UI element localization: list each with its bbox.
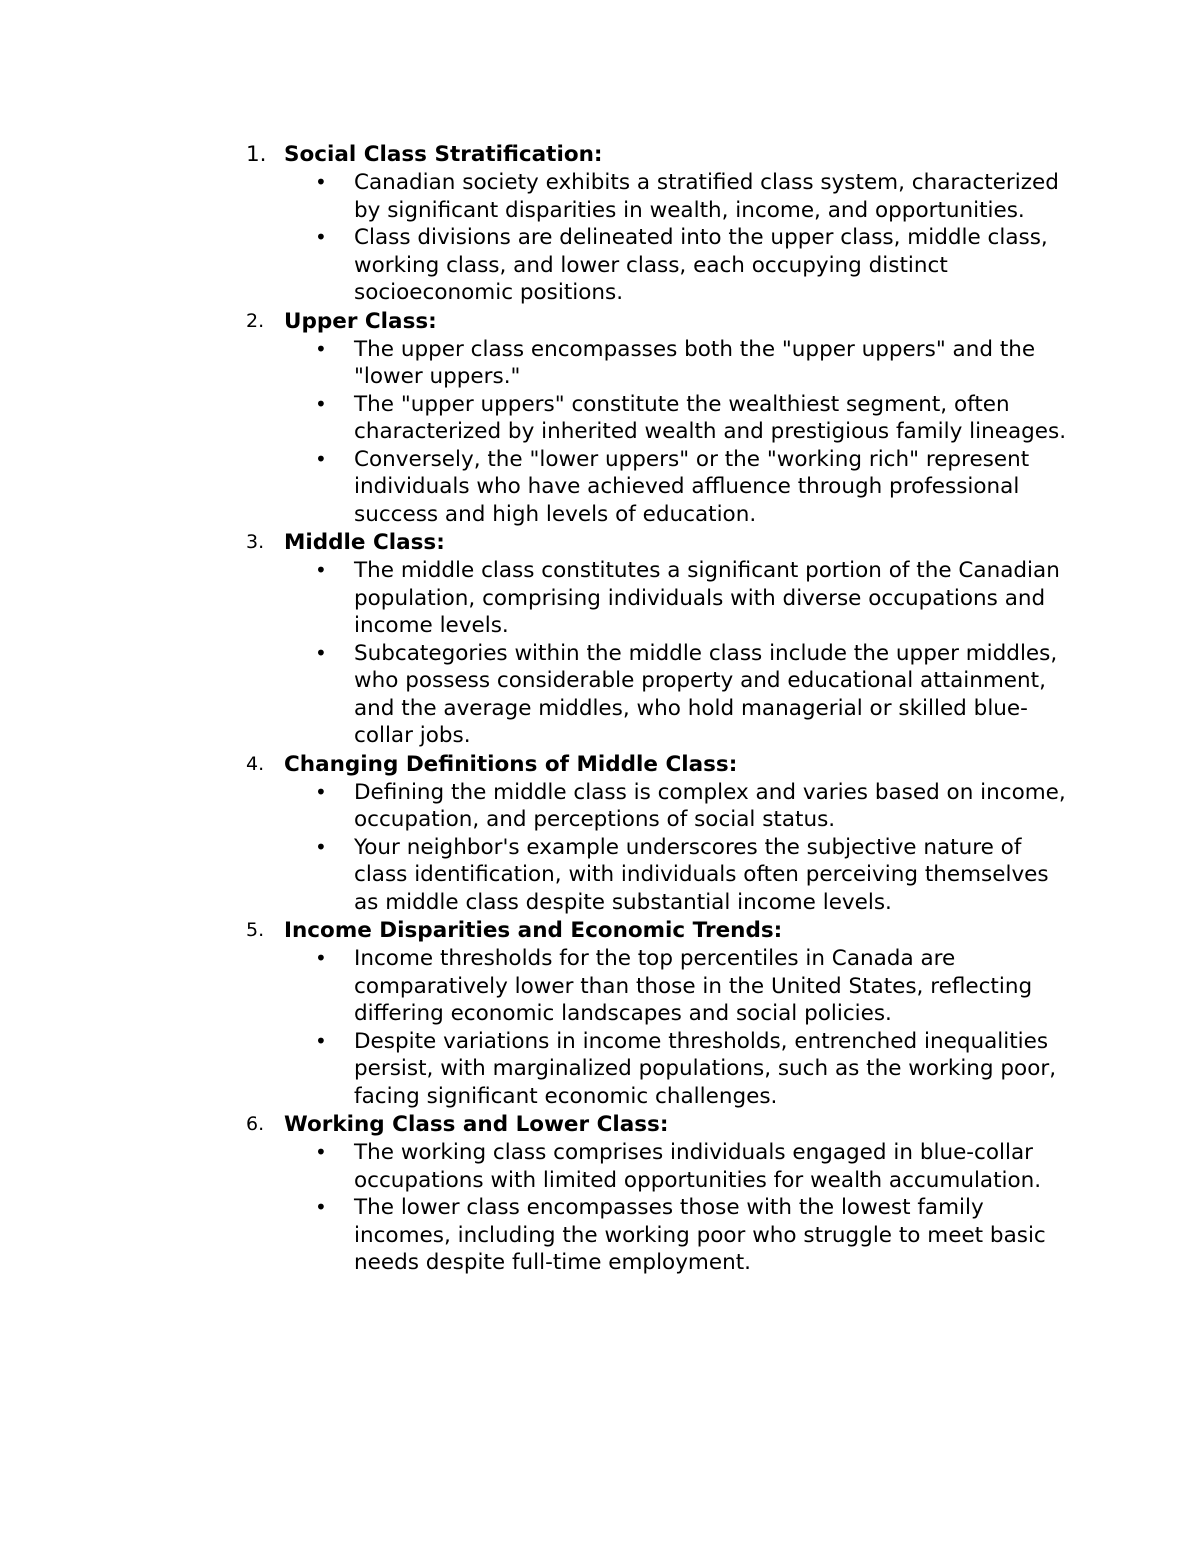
section-working-and-lower-class (0, 1110, 1200, 1277)
section-number: 2. (246, 309, 265, 332)
list-item (0, 640, 1074, 750)
section-title: Income Disparities and Economic Trends: (284, 918, 783, 943)
list-item (0, 336, 1074, 391)
section-heading (0, 916, 1200, 945)
list-item (0, 1139, 1074, 1194)
section-heading (0, 307, 1200, 336)
bullet-text: The lower class encompasses those with the lowest family incomes, including the working poor who struggle to meet basic needs despite full-time employment. (354, 1195, 1046, 1275)
section-number: 3. (246, 531, 265, 553)
bullet-icon: • (315, 946, 327, 970)
bullet-list (0, 336, 1200, 529)
bullet-text: The working class comprises individuals engaged in blue-collar occupations with limited opportunities for wealth accumulation. (354, 1140, 1042, 1193)
bullet-icon: • (315, 336, 327, 361)
section-heading (0, 1110, 1200, 1139)
bullet-icon: • (315, 558, 327, 582)
bullet-icon: • (315, 834, 327, 859)
bullet-icon: • (315, 446, 327, 471)
bullet-list (0, 945, 1200, 1110)
section-heading (0, 140, 1200, 169)
document-body (0, 140, 1200, 1277)
section-title: Changing Definitions of Middle Class: (284, 751, 738, 777)
section-middle-class (0, 528, 1200, 750)
bullet-text: Income thresholds for the top percentiles in Canada are comparatively lower than those in the United States, reflecting differing economic landscapes and social policies. (354, 946, 1033, 1026)
bullet-text: Subcategories within the middle class include the upper middles, who possess considerable property and educational attainment, and the average middles, who hold managerial or skilled blue-collar jobs. (354, 640, 1058, 748)
bullet-list (0, 557, 1200, 750)
bullet-text: Conversely, the "lower uppers" or the "working rich" represent individuals who have achieved affluence through professional success and high levels of education. (354, 446, 1030, 527)
section-number: 6. (246, 1113, 265, 1135)
bullet-icon: • (315, 1195, 327, 1219)
section-number: 4. (246, 752, 265, 775)
bullet-icon: • (315, 391, 327, 416)
bullet-list (0, 1139, 1200, 1277)
section-title: Working Class and Lower Class: (284, 1112, 669, 1137)
section-heading (0, 750, 1200, 779)
bullet-text: The upper class encompasses both the "upper uppers" and the "lower uppers." (354, 336, 1036, 389)
list-item (0, 446, 1074, 529)
bullet-text: Class divisions are delineated into the upper class, middle class, working class, and lower class, each occupying distinct socioeconomic positions. (354, 225, 1048, 305)
list-item (0, 1194, 1074, 1277)
section-social-class-stratification (0, 140, 1200, 307)
list-item (0, 224, 1074, 307)
list-item (0, 945, 1074, 1028)
bullet-list (0, 169, 1200, 307)
bullet-icon: • (315, 1140, 327, 1164)
list-item (0, 1028, 1074, 1111)
bullet-text: The "upper uppers" constitute the wealthiest segment, often characterized by inherited wealth and prestigious family lineages. (354, 391, 1067, 444)
section-heading (0, 528, 1200, 557)
list-item (0, 169, 1074, 224)
bullet-text: The middle class constitutes a significant portion of the Canadian population, comprising individuals with diverse occupations and income levels. (354, 558, 1060, 638)
bullet-list (0, 779, 1200, 917)
list-item (0, 557, 1074, 640)
section-title: Social Class Stratification: (284, 142, 603, 167)
section-upper-class (0, 307, 1200, 529)
section-title: Middle Class: (284, 530, 445, 555)
bullet-icon: • (315, 640, 327, 665)
bullet-icon: • (315, 170, 327, 194)
section-changing-definitions (0, 750, 1200, 917)
list-item (0, 391, 1074, 446)
bullet-text: Defining the middle class is complex and varies based on income, occupation, and perceptions of social status. (354, 779, 1066, 832)
list-item (0, 834, 1074, 917)
section-title: Upper Class: (284, 308, 437, 334)
bullet-icon: • (315, 779, 327, 804)
section-number: 5. (246, 919, 265, 941)
bullet-text: Canadian society exhibits a stratified class system, characterized by significant disparities in wealth, income, and opportunities. (354, 170, 1059, 223)
section-income-disparities (0, 916, 1200, 1110)
bullet-text: Your neighbor's example underscores the subjective nature of class identification, with individuals often perceiving themselves as middle class despite substantial income levels. (354, 834, 1049, 915)
section-number: 1. (246, 142, 267, 167)
bullet-icon: • (315, 1028, 327, 1053)
list-item (0, 779, 1074, 834)
bullet-text: Despite variations in income thresholds, entrenched inequalities persist, with marginalized populations, such as the working poor, facing significant economic challenges. (354, 1028, 1057, 1109)
bullet-icon: • (315, 225, 327, 249)
